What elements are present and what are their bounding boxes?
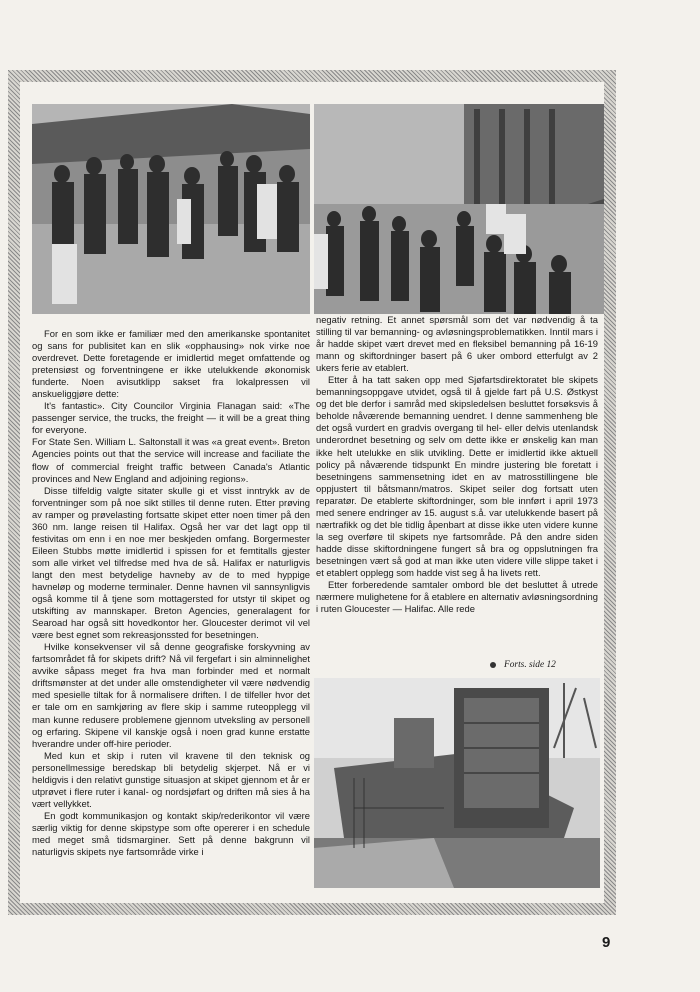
paragraph: Disse tilfeldig valgte sitater skulle gi et visst inntrykk av de forventninger som på noe sikt stilles til denne ruten. Etter prøving av ramper og prøvelasting fortsatte skipet etter noen timer på den 360 nm. lange reisen til Halifax. Også her var det lagt opp til festivitas om enn i en noe mer beskjeden omfang. Borgermester Eileen Stubbs møtte imidlertid i spissen for et femtitalls gjester som alle virket vel tilfredse med hva de så. Halifax er naturligvis langt den mest betydelige havneby av de to med hyppige havneløp og moderne terminaler. Denne havnen vil sannsynligvis også komme til å tjene som mottagersted for utstyr til skipet og utskifting av mannskaper. Breton Agencies, generalagent for Searoad har også sitt hovedkontor her. Gloucester derimot vil vel være best egnet som rekreasjonssted for besetningen. xyxy=(32,484,310,641)
paragraph: Etter forberedende samtaler ombord ble det besluttet å utrede nærmere mulighetene for å etablere en alternativ avløsningsordning i ruten Gloucester — Halifac. Alle rede xyxy=(316,579,598,615)
continuation-text: Forts. side 12 xyxy=(504,660,556,670)
page-frame xyxy=(8,70,616,915)
photo-crowd-left xyxy=(32,104,310,314)
page-content xyxy=(20,82,604,903)
paragraph: It's fantastic». City Councilor Virginia Flanagan said: «The passenger service, the trucks, the freight — it will be a great thing for everyone. xyxy=(32,400,310,436)
paragraph: negativ retning. Et annet spørsmål som det var nødvendig å ta stilling til var bemanning- og avløsningsproblematikken. Inntil mars i år hadde skipet vært drevet med en fleksibel bemanning på 16-19 mann og skiftordninger basert på 6 uker ombord etterfulgt av 2 ukers ferie av etablert. xyxy=(316,314,598,374)
ship-photo-image xyxy=(314,678,600,888)
paragraph: Hvilke konsekvenser vil så denne geografiske forskyvning av fartsområdet få for skipets drift? Nå vil fergefart i sin alminnelighet avvike såpass meget fra hva man forbinder med et normalt driftsmønster at det under alle omstendigheter vil være nødvendig med spesielle tiltak for å normalisere driften. I de tilfeller hvor det er tale om en samkjøring av flere skip i samme ruteopplegg vil man kunne redusere problemene gjennom utveksling av personell og erfaring. Skipene vil kanskje også i noen grad kunne erstatte hverandre under off-hire perioder. xyxy=(32,641,310,749)
paragraph: For State Sen. William L. Saltonstall it was «a great event». Breton Agencies points out that the service will increase and faciliate the flow of commercial freight traffic between Canada's Atlantic provinces and New England and adjoining regions». xyxy=(32,436,310,484)
page-number: 9 xyxy=(602,934,611,951)
photo-ship xyxy=(314,678,600,888)
photo-crowd-right xyxy=(314,104,604,314)
paragraph: For en som ikke er familiær med den amerikanske spontanitet og sans for publisitet kan en slik «opphausing» nok virke noe overdrevet. Dette foretagende er imidlertid meget omfattende og pretensiøst og forventningene er ikke utelukkende økonomisk funderte. Noen avisutklipp sakset fra lokalpressen vil anskueliggjøre dette: xyxy=(32,328,310,400)
crowd-photo-left-image xyxy=(32,104,310,314)
paragraph: En godt kommunikasjon og kontakt skip/rederikontor vil være særlig viktig for denne skipstype som ofte opererer i en schedule med meget små tidsmarginer. Sett på denne bakgrunn vil naturligvis skipets nye fartsområde virke i xyxy=(32,809,310,858)
article-column-left xyxy=(32,328,310,908)
crowd-photo-right-image xyxy=(314,104,604,314)
paragraph: Med kun et skip i ruten vil kravene til den teknisk og personellmessige beredskap bli betydelig skjerpet. Nå er vi heldigvis i den relativt gunstige situasjon at skipet gjennom et år er utprøvet i flere ruter i kanal- og nordsjøfart og driften må sies å ha vært vellykket. xyxy=(32,749,310,809)
article-column-right xyxy=(316,314,598,659)
continuation-note xyxy=(490,660,556,670)
paragraph: Etter å ha tatt saken opp med Sjøfartsdirektoratet ble skipets bemanningsoppgave utvidet, også til å gjelde fart på U.S. Østkyst og det ble derfor i samråd med skipsledelsen besluttet forsøksvis å beholde nåværende bemanning uendret. I denne sammenheng ble det også vurdert en gradvis overgang til hel- eller delvis utenlandsk underordnet besetning og selv om dette ikke er ønskelig kan man ikke helt utelukke en slik utvikling. Dette er imidlertid ikke aktuell policy på nåværende tidspunkt En mindre justering ble foretatt i besetningens sammensetning idet en av matrosstillingene ble oppjustert til båtsmann/matros. Skipet seiler dog fortsatt uten reparatør. De etablerte skiftordninger, som ble innført i april 1973 med senere endringer av 15. august s.å. var utelukkende basert på nærtrafikk og det ble tidlig åpenbart at disse ikke uten videre kunne la seg overføre til skipets nye fartsområde. På den andre siden hadde disse skiftordningene fungert så bra og oppslutningen fra besetningen vært så god at man ikke uten videre ville slippe taket i et etablert opplegg som hadde vist seg å ha livets rett. xyxy=(316,374,598,578)
bullet-icon xyxy=(490,662,496,668)
